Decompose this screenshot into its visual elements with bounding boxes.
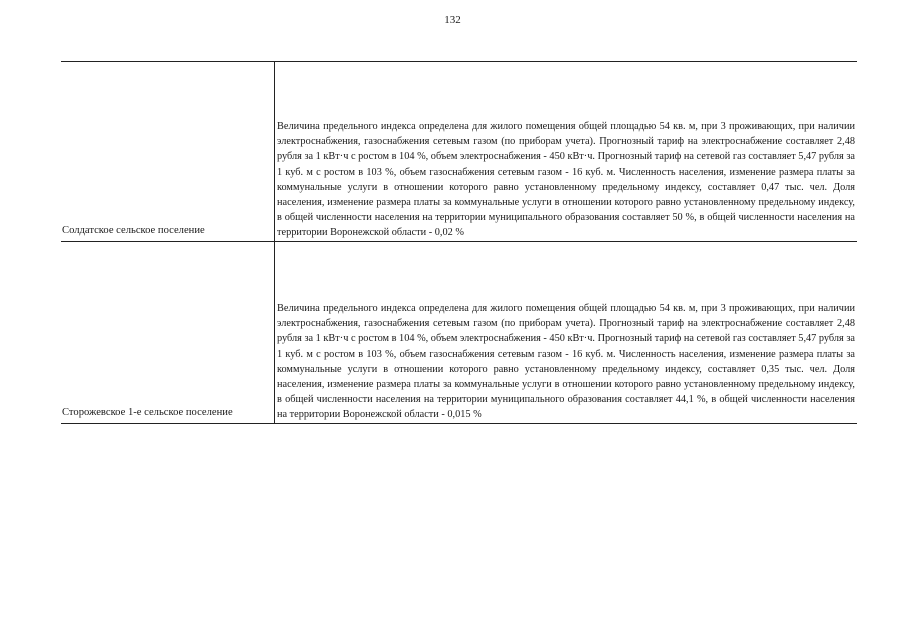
- settlement-name: Солдатское сельское поселение: [62, 225, 205, 237]
- description-cell: [275, 62, 857, 241]
- page-number: 132: [444, 14, 461, 26]
- settlement-name-cell: [61, 62, 275, 241]
- settlement-description: Величина предельного индекса определена для жилого помещения общей площадью 54 кв. м, при 3 проживающих, при наличии электроснабжения, газоснабжения сетевым газом (по приборам учета). Прогнозный тариф на электроснабжение составляет 2,48 рубля за 1 кВт·ч с ростом в 104 %, объем электроснабжения - 450 кВт·ч. Прогнозный тариф на сетевой газ составляет 5,47 рубля за 1 куб. м с ростом в 103 %, объем газоснабжения сетевым газом - 16 куб. м. Численность населения, изменение размера платы за коммунальные услуги в отношении которого равно установленному предельному индексу, составляет 0,35 тыс. чел. Доля населения, изменение размера платы за коммунальные услуги в отношении которого равно установленному предельному индексу, в общей численности населения на территории муниципального образования составляет 44,1 %, в общей численности населения на территории Воронежской области - 0,015 %: [277, 303, 855, 420]
- settlement-name: Сторожевское 1-е сельское поселение: [62, 407, 233, 419]
- settlement-description: Величина предельного индекса определена для жилого помещения общей площадью 54 кв. м, при 3 проживающих, при наличии электроснабжения, газоснабжения сетевым газом (по приборам учета). Прогнозный тариф на электроснабжение составляет 2,48 рубля за 1 кВт·ч с ростом в 104 %, объем электроснабжения - 450 кВт·ч. Прогнозный тариф на сетевой газ составляет 5,47 рубля за 1 куб. м с ростом в 103 %, объем газоснабжения сетевым газом - 16 куб. м. Численность населения, изменение размера платы за коммунальные услуги в отношении которого равно установленному предельному индексу, составляет 0,47 тыс. чел. Доля населения, изменение размера платы за коммунальные услуги в отношении которого равно установленному предельному индексу, в общей численности населения на территории муниципального образования составляет 50 %, в общей численности населения на территории Воронежской области - 0,02 %: [277, 121, 855, 238]
- settlement-name-cell: [61, 242, 275, 423]
- table-row: [61, 62, 857, 242]
- settlements-table: [61, 61, 857, 424]
- table-row: [61, 242, 857, 424]
- description-cell: [275, 242, 857, 423]
